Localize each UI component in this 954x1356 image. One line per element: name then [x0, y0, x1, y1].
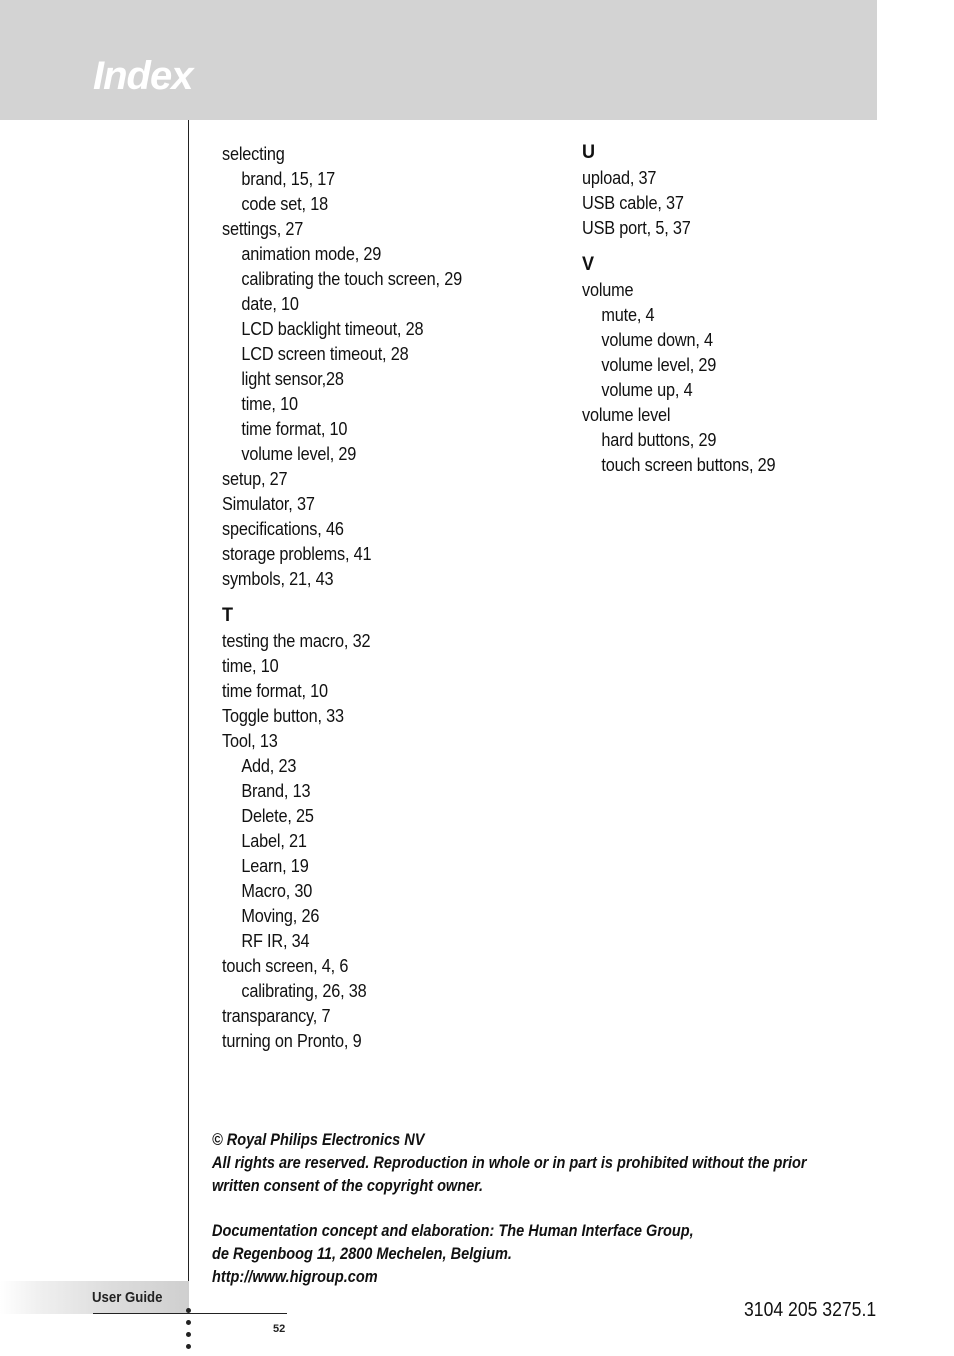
dot-ornament: [186, 1308, 191, 1313]
footer-label: User Guide: [92, 1289, 163, 1306]
index-subentry: volume level, 29: [601, 354, 717, 375]
index-column-left: [222, 141, 495, 1053]
index-entry: time, 10: [222, 655, 279, 676]
index-subentry: mute, 4: [601, 304, 655, 325]
index-subentry: volume level, 29: [241, 443, 357, 464]
index-subentry: light sensor,28: [241, 368, 344, 389]
index-column-right: [582, 141, 802, 477]
copyright-spacer: [212, 1198, 828, 1220]
index-subentry: Macro, 30: [241, 880, 313, 901]
index-subentry: touch screen buttons, 29: [601, 454, 776, 475]
index-subentry: Brand, 13: [241, 780, 311, 801]
index-entry: Simulator, 37: [222, 493, 315, 514]
index-entry: selecting: [222, 143, 285, 164]
document-number: 3104 205 3275.1: [744, 1299, 877, 1321]
page-number: 52: [273, 1323, 286, 1335]
index-entry: specifications, 46: [222, 518, 344, 539]
dot-ornament: [186, 1344, 191, 1349]
index-subentry: Learn, 19: [241, 855, 309, 876]
footer-dots: [186, 1308, 192, 1356]
index-subentry: calibrating the touch screen, 29: [241, 268, 462, 289]
index-subentry: brand, 15, 17: [241, 168, 336, 189]
index-entry: Toggle button, 33: [222, 705, 344, 726]
index-entry: time format, 10: [222, 680, 328, 701]
index-entry: volume level: [582, 404, 671, 425]
index-entry: testing the macro, 32: [222, 630, 371, 651]
index-entry: turning on Pronto, 9: [222, 1030, 362, 1051]
index-subentry: time format, 10: [241, 418, 348, 439]
index-subentry: Label, 21: [241, 830, 307, 851]
index-subentry: time, 10: [241, 393, 298, 414]
dot-ornament: [186, 1332, 191, 1337]
index-subentry: code set, 18: [241, 193, 328, 214]
index-entry: settings, 27: [222, 218, 304, 239]
index-entry: setup, 27: [222, 468, 288, 489]
index-section-letter: U: [582, 142, 596, 163]
index-entry: symbols, 21, 43: [222, 568, 334, 589]
copyright-line: © Royal Philips Electronics NV: [212, 1131, 425, 1149]
index-subentry: LCD backlight timeout, 28: [241, 318, 424, 339]
index-entry: USB cable, 37: [582, 192, 684, 213]
index-subentry: date, 10: [241, 293, 299, 314]
credits-line: de Regenboog 11, 2800 Mechelen, Belgium.: [212, 1245, 512, 1263]
index-subentry: Add, 23: [241, 755, 297, 776]
index-entry: USB port, 5, 37: [582, 217, 691, 238]
credits-line: Documentation concept and elaboration: The Human Interface Group,: [212, 1222, 694, 1240]
credits-url: http://www.higroup.com: [212, 1268, 378, 1286]
index-entry: upload, 37: [582, 167, 657, 188]
dot-ornament: [186, 1320, 191, 1325]
index-subentry: calibrating, 26, 38: [241, 980, 367, 1001]
index-subentry: LCD screen timeout, 28: [241, 343, 409, 364]
index-subentry: Moving, 26: [241, 905, 320, 926]
index-entry: storage problems, 41: [222, 543, 372, 564]
index-entry: transparancy, 7: [222, 1005, 331, 1026]
index-subentry: animation mode, 29: [241, 243, 382, 264]
copyright-line: All rights are reserved. Reproduction in whole or in part is prohibited without the prior: [212, 1154, 807, 1172]
header-band: [0, 0, 877, 120]
index-subentry: volume down, 4: [601, 329, 713, 350]
index-subentry: volume up, 4: [601, 379, 693, 400]
index-section-letter: T: [222, 605, 234, 626]
copyright-notice: [212, 1129, 828, 1289]
index-entry: Tool, 13: [222, 730, 278, 751]
index-subentry: hard buttons, 29: [601, 429, 717, 450]
index-entry: touch screen, 4, 6: [222, 955, 349, 976]
index-subentry: Delete, 25: [241, 805, 314, 826]
page-title: Index: [93, 54, 193, 98]
copyright-line: written consent of the copyright owner.: [212, 1177, 484, 1195]
index-subentry: RF IR, 34: [241, 930, 310, 951]
column-divider: [188, 120, 189, 1313]
index-section-letter: V: [582, 254, 595, 275]
index-entry: volume: [582, 279, 634, 300]
